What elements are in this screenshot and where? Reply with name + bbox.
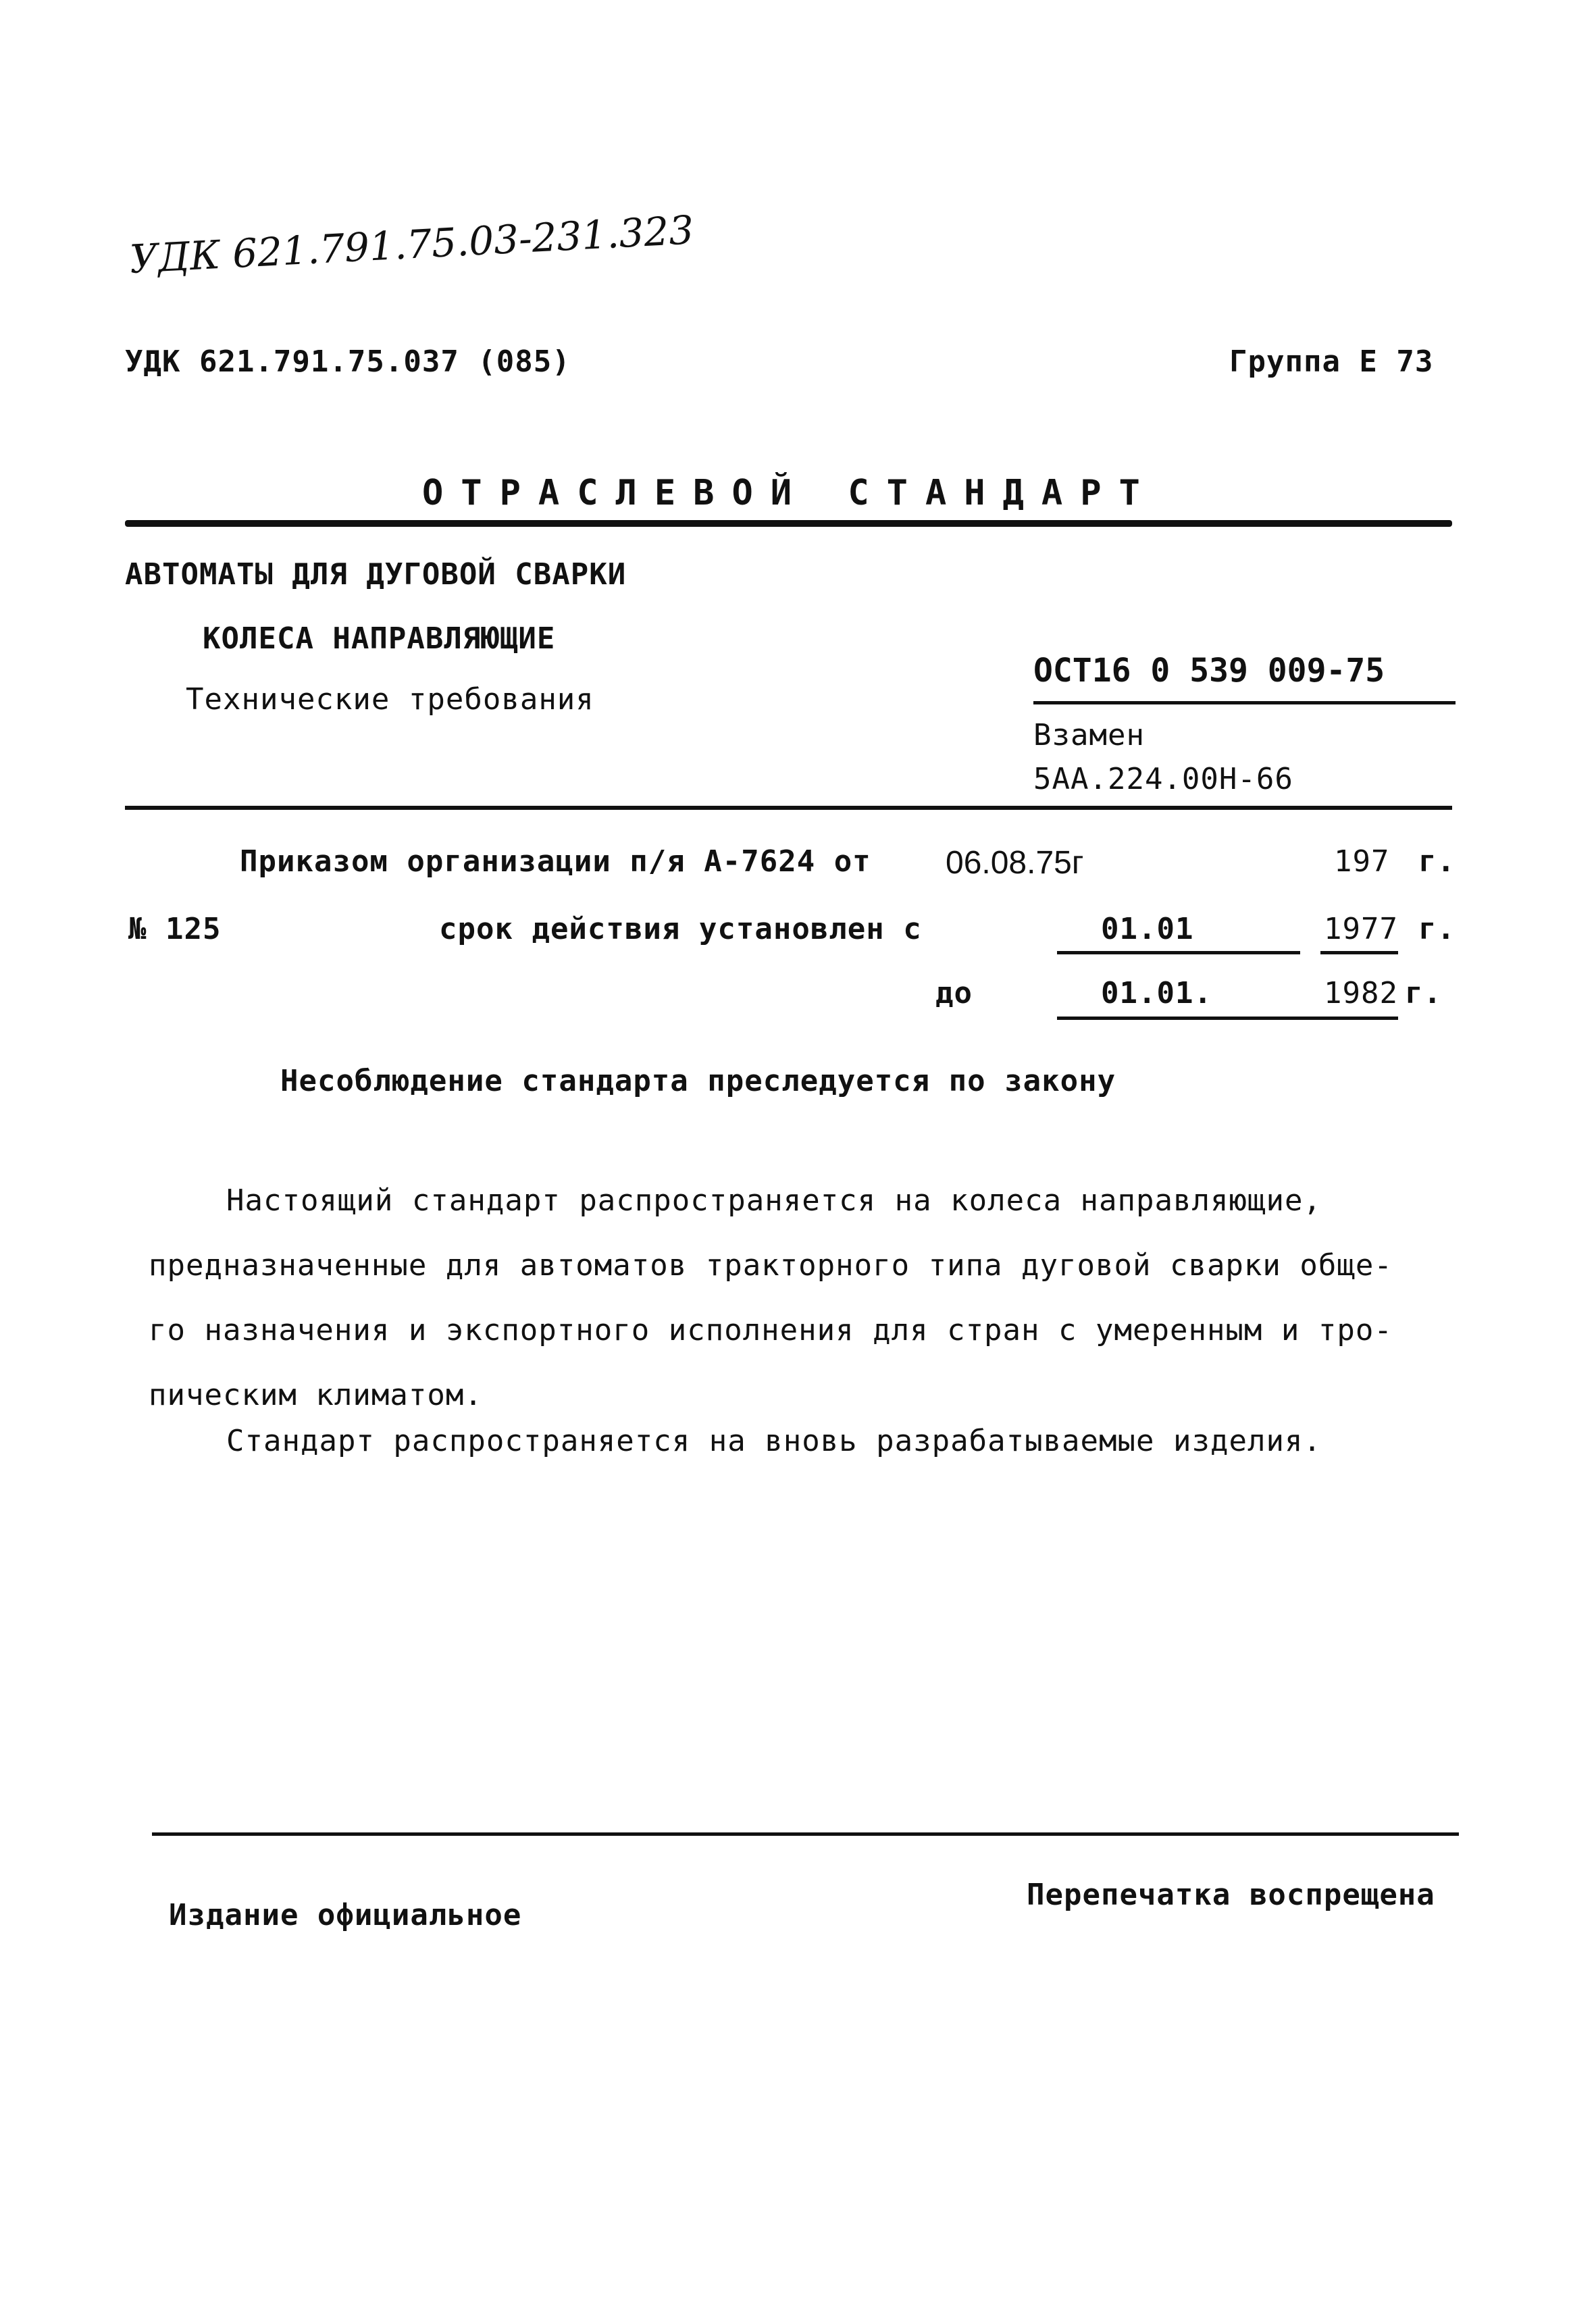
footer-rule	[152, 1832, 1459, 1836]
order-text: Приказом организации п/я А-7624 от	[240, 844, 871, 879]
legal-warning: Несоблюдение стандарта преследуется по закону	[280, 1064, 1116, 1098]
udk-code: УДК 621.791.75.037 (085)	[125, 344, 571, 379]
valid-to-year-unit: г.	[1405, 976, 1442, 1010]
valid-from-date: 01.01	[1101, 912, 1194, 946]
reprint-prohibited-label: Перепечатка воспрещена	[1027, 1878, 1435, 1912]
top-rule	[125, 520, 1452, 527]
group-label: Группа Е 73	[1229, 344, 1434, 379]
order-number: № 125	[128, 912, 222, 946]
valid-to-label: до	[935, 976, 973, 1010]
valid-to-underline	[1057, 1017, 1398, 1020]
replaces-label: Взамен	[1033, 718, 1145, 752]
title-line-2: КОЛЕСА НАПРАВЛЯЮЩИЕ	[203, 621, 556, 656]
paragraph-line: Настоящий стандарт распространяется на колеса направляющие,	[226, 1183, 1322, 1218]
valid-from-year-unit: г.	[1418, 912, 1456, 946]
paragraph-line: пическим климатом.	[149, 1378, 483, 1412]
paragraph-line: го назначения и экспортного исполнения для стран с умеренным и тро-	[149, 1313, 1393, 1347]
official-edition-label: Издание официальное	[169, 1898, 522, 1932]
order-date: 06.08.75г	[946, 845, 1084, 881]
document-type-heading: ОТРАСЛЕВОЙ СТАНДАРТ	[422, 473, 1158, 513]
replaces-value: 5АА.224.00Н-66	[1033, 762, 1293, 796]
valid-from-year: 1977	[1324, 912, 1398, 946]
valid-to-date: 01.01.	[1101, 976, 1212, 1010]
scope-paragraph	[149, 1168, 1499, 1428]
standard-number-rule	[1033, 701, 1456, 704]
valid-to-year: 1982	[1324, 976, 1398, 1010]
valid-from-year-underline	[1320, 951, 1398, 954]
handwritten-udk: УДК 621.791.75.03-231.323	[128, 207, 695, 282]
standard-number: ОСТ16 0 539 009-75	[1033, 652, 1385, 690]
validity-text: срок действия установлен с	[439, 912, 922, 946]
valid-from-underline	[1057, 951, 1300, 954]
applicability-paragraph: Стандарт распространяется на вновь разрабатываемые изделия.	[226, 1424, 1322, 1458]
title-line-1: АВТОМАТЫ ДЛЯ ДУГОВОЙ СВАРКИ	[125, 557, 627, 592]
title-subtitle: Технические требования	[186, 682, 594, 717]
paragraph-line: предназначенные для автоматов тракторного типа дуговой сварки обще-	[149, 1248, 1393, 1283]
order-year-unit: г.	[1418, 844, 1456, 879]
middle-rule	[125, 806, 1452, 810]
order-year: 197	[1334, 844, 1390, 879]
